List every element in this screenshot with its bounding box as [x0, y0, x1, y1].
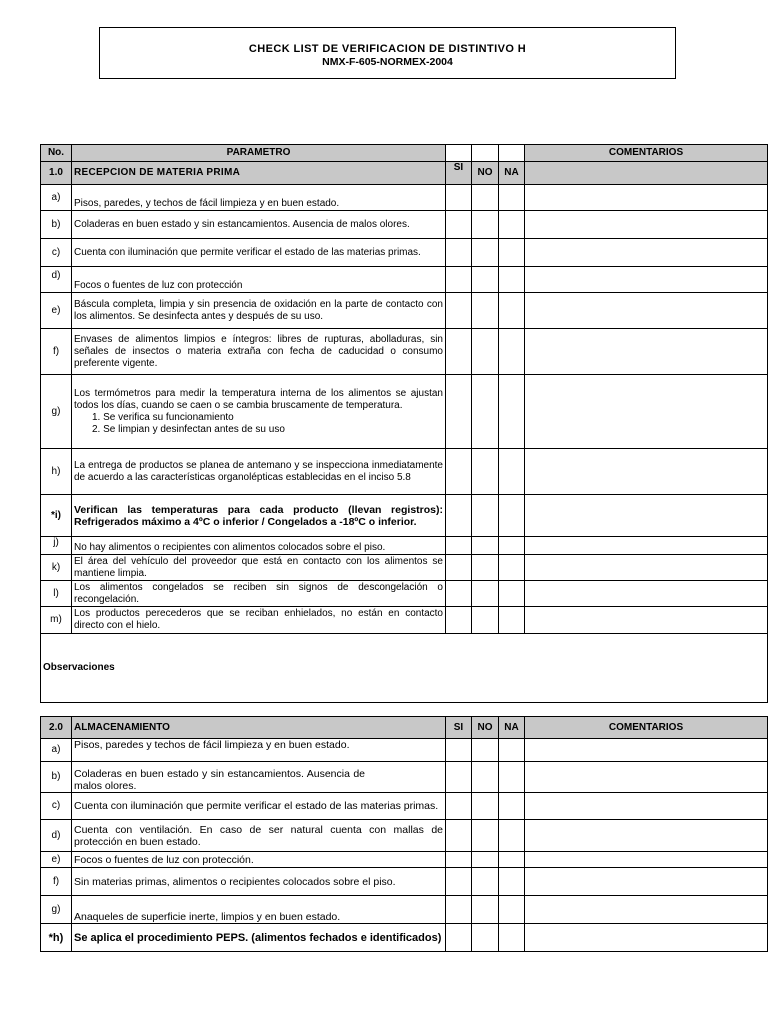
si-cell[interactable]	[446, 495, 472, 537]
observaciones-label: Observaciones	[43, 662, 115, 673]
no-cell[interactable]	[472, 537, 499, 555]
na-cell[interactable]	[499, 924, 525, 952]
item-text: Pisos, paredes, y techos de fácil limpieza y en buen estado.	[72, 185, 446, 211]
section-header-row	[41, 162, 768, 185]
item-text: Envases de alimentos limpios e íntegros: libres de rupturas, abolladuras, sin señales de insectos o materia extraña con fecha de caducidad o consumo preferente vigente.	[72, 329, 446, 375]
comment-cell[interactable]	[525, 607, 768, 634]
observaciones-row	[41, 634, 768, 703]
table-row	[41, 293, 768, 329]
table-row	[41, 793, 768, 820]
table-row	[41, 924, 768, 952]
comment-cell[interactable]	[525, 896, 768, 924]
comment-cell[interactable]	[525, 293, 768, 329]
comment-cell[interactable]	[525, 762, 768, 793]
si-cell[interactable]	[446, 820, 472, 852]
table-row	[41, 868, 768, 896]
na-cell[interactable]	[499, 375, 525, 449]
item-text	[72, 375, 446, 449]
item-id: c)	[41, 793, 72, 820]
no-cell[interactable]	[472, 896, 499, 924]
header-na: NA	[499, 162, 525, 185]
item-id: b)	[41, 211, 72, 239]
comment-cell[interactable]	[525, 267, 768, 293]
header-no-col: NO	[472, 717, 499, 739]
document-title-box	[99, 27, 676, 79]
comment-cell[interactable]	[525, 449, 768, 495]
si-cell[interactable]	[446, 185, 472, 211]
item-text: Cuenta con iluminación que permite verificar el estado de las materias primas.	[72, 239, 446, 267]
na-cell[interactable]	[499, 896, 525, 924]
item-id: e)	[41, 852, 72, 868]
na-cell[interactable]	[499, 293, 525, 329]
item-text: Focos o fuentes de luz con protección.	[72, 852, 446, 868]
item-id: f)	[41, 329, 72, 375]
comment-cell[interactable]	[525, 868, 768, 896]
si-cell[interactable]	[446, 607, 472, 634]
na-cell[interactable]	[499, 852, 525, 868]
item-text: Cuenta con iluminación que permite verificar el estado de las materias primas.	[72, 793, 446, 820]
no-cell[interactable]	[472, 293, 499, 329]
header-si: SI	[446, 717, 472, 739]
no-cell[interactable]	[472, 495, 499, 537]
section-title: RECEPCION DE MATERIA PRIMA	[72, 162, 446, 185]
checklist-table-almacenamiento	[40, 716, 768, 952]
table-row	[41, 267, 768, 293]
si-cell[interactable]	[446, 868, 472, 896]
observaciones-field[interactable]	[41, 634, 768, 703]
no-cell[interactable]	[472, 868, 499, 896]
na-cell[interactable]	[499, 211, 525, 239]
no-cell[interactable]	[472, 375, 499, 449]
comment-cell[interactable]	[525, 537, 768, 555]
table-row	[41, 185, 768, 211]
si-cell[interactable]	[446, 293, 472, 329]
item-id: k)	[41, 555, 72, 581]
na-cell[interactable]	[499, 537, 525, 555]
item-id: a)	[41, 185, 72, 211]
item-text: No hay alimentos o recipientes con alimentos colocados sobre el piso.	[72, 537, 446, 555]
si-cell[interactable]	[446, 793, 472, 820]
table-row	[41, 375, 768, 449]
si-cell[interactable]	[446, 555, 472, 581]
na-cell[interactable]	[499, 739, 525, 762]
item-id: j)	[41, 537, 72, 555]
item-text: Verifican las temperaturas para cada producto (llevan registros): Refrigerados máximo a 4ºC o inferior / Congelados a -18ºC o inferior.	[72, 495, 446, 537]
item-id: *h)	[41, 924, 72, 952]
table-row	[41, 537, 768, 555]
item-text: El área del vehículo del proveedor que está en contacto con los alimentos se mantiene limpia.	[72, 555, 446, 581]
na-cell[interactable]	[499, 449, 525, 495]
no-cell[interactable]	[472, 211, 499, 239]
item-id: e)	[41, 293, 72, 329]
checklist-table-recepcion	[40, 144, 768, 703]
no-cell[interactable]	[472, 555, 499, 581]
table-row	[41, 329, 768, 375]
no-cell[interactable]	[472, 739, 499, 762]
na-cell[interactable]	[499, 820, 525, 852]
na-cell[interactable]	[499, 239, 525, 267]
item-id: d)	[41, 267, 72, 293]
si-cell[interactable]	[446, 762, 472, 793]
item-id: c)	[41, 239, 72, 267]
table-row	[41, 211, 768, 239]
item-text: Coladeras en buen estado y sin estancamientos. Ausencia de malos olores.	[72, 762, 446, 793]
si-cell[interactable]	[446, 896, 472, 924]
no-cell[interactable]	[472, 607, 499, 634]
table-row	[41, 739, 768, 762]
comment-cell[interactable]	[525, 820, 768, 852]
item-text: Coladeras en buen estado y sin estancamientos. Ausencia de malos olores.	[72, 211, 446, 239]
no-cell[interactable]	[472, 449, 499, 495]
na-cell[interactable]	[499, 267, 525, 293]
comment-cell[interactable]	[525, 495, 768, 537]
comment-cell[interactable]	[525, 739, 768, 762]
si-cell[interactable]	[446, 267, 472, 293]
table-row	[41, 555, 768, 581]
item-id: m)	[41, 607, 72, 634]
na-cell[interactable]	[499, 329, 525, 375]
si-cell[interactable]	[446, 211, 472, 239]
item-subpoint: 1. Se verifica su funcionamiento	[92, 411, 234, 423]
si-cell[interactable]	[446, 449, 472, 495]
document-subtitle: NMX-F-605-NORMEX-2004	[322, 56, 453, 68]
comment-cell[interactable]	[525, 239, 768, 267]
table-row	[41, 852, 768, 868]
si-cell[interactable]	[446, 329, 472, 375]
header-comentarios: COMENTARIOS	[525, 717, 768, 739]
item-id: a)	[41, 739, 72, 762]
item-id: g)	[41, 896, 72, 924]
item-id: *i)	[41, 495, 72, 537]
item-id: b)	[41, 762, 72, 793]
item-text: La entrega de productos se planea de antemano y se inspecciona inmediatamente de acuerdo a las características organolépticas establecidas en el inciso 5.8	[72, 449, 446, 495]
comment-cell[interactable]	[525, 211, 768, 239]
table-row	[41, 581, 768, 607]
item-text: Báscula completa, limpia y sin presencia de oxidación en la parte de contacto con los alimentos. Se desinfecta antes y después de su uso.	[72, 293, 446, 329]
item-id: l)	[41, 581, 72, 607]
table-row	[41, 820, 768, 852]
header-no: No.	[41, 145, 72, 162]
na-cell[interactable]	[499, 495, 525, 537]
table-row	[41, 495, 768, 537]
item-text-main: Los termómetros para medir la temperatura interna de los alimentos se ajustan todos los días, cuando se caen o se cambia bruscamente de temperatura.	[74, 387, 443, 411]
comment-cell[interactable]	[525, 329, 768, 375]
item-text: Los productos perecederos que se reciban enhielados, no están en contacto directo con el hielo.	[72, 607, 446, 634]
table-row	[41, 896, 768, 924]
section-header-row	[41, 717, 768, 739]
item-id: f)	[41, 868, 72, 896]
na-cell[interactable]	[499, 185, 525, 211]
na-cell[interactable]	[499, 607, 525, 634]
table-row	[41, 239, 768, 267]
no-cell[interactable]	[472, 793, 499, 820]
header-na: NA	[499, 717, 525, 739]
section-number: 2.0	[41, 717, 72, 739]
no-cell[interactable]	[472, 329, 499, 375]
comment-cell[interactable]	[525, 185, 768, 211]
si-cell[interactable]	[446, 581, 472, 607]
document-title: CHECK LIST DE VERIFICACION DE DISTINTIVO H	[248, 43, 527, 55]
comment-cell[interactable]	[525, 375, 768, 449]
no-cell[interactable]	[472, 924, 499, 952]
si-cell[interactable]	[446, 852, 472, 868]
item-text: Focos o fuentes de luz con protección	[72, 267, 446, 293]
header-no-col: NO	[472, 162, 499, 185]
table-row	[41, 607, 768, 634]
comment-cell[interactable]	[525, 924, 768, 952]
no-cell[interactable]	[472, 852, 499, 868]
table-header-row	[41, 145, 768, 162]
no-cell[interactable]	[472, 581, 499, 607]
item-id: g)	[41, 375, 72, 449]
item-subpoint: 2. Se limpian y desinfectan antes de su uso	[92, 423, 285, 435]
item-text: Pisos, paredes y techos de fácil limpieza y en buen estado.	[72, 739, 446, 762]
comment-cell[interactable]	[525, 581, 768, 607]
comment-cell[interactable]	[525, 793, 768, 820]
no-cell[interactable]	[472, 762, 499, 793]
table-row	[41, 449, 768, 495]
comment-cell[interactable]	[525, 852, 768, 868]
section-title: ALMACENAMIENTO	[72, 717, 446, 739]
no-cell[interactable]	[472, 267, 499, 293]
na-cell[interactable]	[499, 555, 525, 581]
header-comentarios: COMENTARIOS	[525, 145, 768, 162]
si-cell[interactable]	[446, 537, 472, 555]
na-cell[interactable]	[499, 868, 525, 896]
no-cell[interactable]	[472, 239, 499, 267]
si-cell[interactable]	[446, 239, 472, 267]
si-cell[interactable]	[446, 924, 472, 952]
item-text: Cuenta con ventilación. En caso de ser natural cuenta con mallas de protección en buen estado.	[72, 820, 446, 852]
na-cell[interactable]	[499, 581, 525, 607]
item-text: Sin materias primas, alimentos o recipientes colocados sobre el piso.	[72, 868, 446, 896]
table-row	[41, 762, 768, 793]
na-cell[interactable]	[499, 762, 525, 793]
item-text: Los alimentos congelados se reciben sin signos de descongelación o recongelación.	[72, 581, 446, 607]
header-si: SI	[446, 162, 472, 185]
no-cell[interactable]	[472, 820, 499, 852]
si-cell[interactable]	[446, 739, 472, 762]
section-number: 1.0	[41, 162, 72, 185]
comment-cell[interactable]	[525, 555, 768, 581]
item-id: d)	[41, 820, 72, 852]
item-text: Anaqueles de superficie inerte, limpios y en buen estado.	[72, 896, 446, 924]
no-cell[interactable]	[472, 185, 499, 211]
si-cell[interactable]	[446, 375, 472, 449]
header-parametro: PARAMETRO	[72, 145, 446, 162]
item-text: Se aplica el procedimiento PEPS. (alimentos fechados e identificados)	[72, 924, 446, 952]
na-cell[interactable]	[499, 793, 525, 820]
item-id: h)	[41, 449, 72, 495]
